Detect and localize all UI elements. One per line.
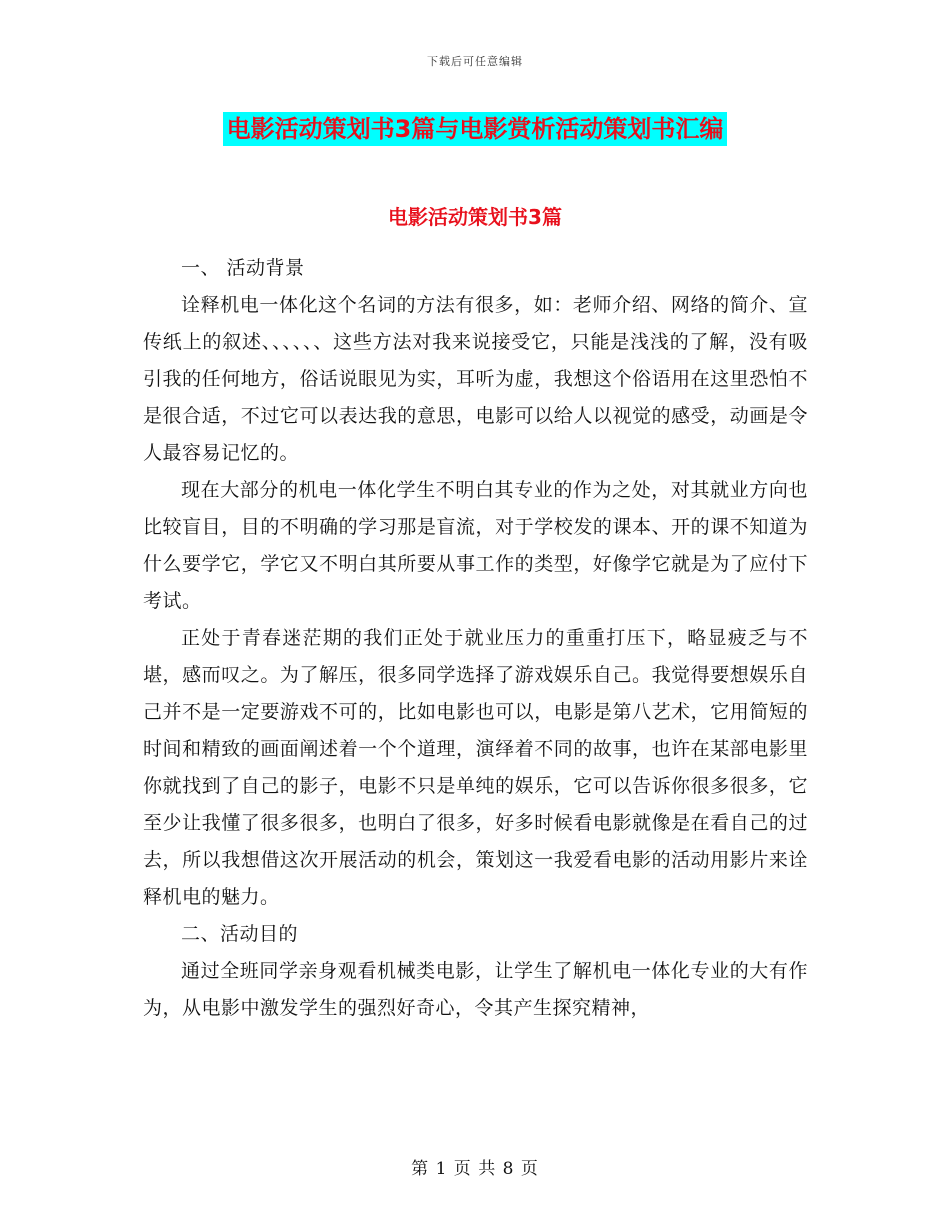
body-paragraph: 诠释机电一体化这个名词的方法有很多，如：老师介绍、网络的简介、宣传纸上的叙述、、、、、、这些方法对我来说接受它，只能是浅浅的了解，没有吸引我的任何地方，俗话说眼见为实，耳听为虚，我想这个俗语用在这里恐怕不是很合适，不过它可以表达我的意思，电影可以给人以视觉的感受，动画是令人最容易记忆的。 <box>143 294 808 464</box>
section-heading-purpose: 二、活动目的 <box>181 923 299 945</box>
body-paragraph: 通过全班同学亲身观看机械类电影，让学生了解机电一体化专业的大有作为，从电影中激发学生的强烈好奇心，令其产生探究精神， <box>143 960 808 1019</box>
section-heading-background: 一、 活动背景 <box>181 257 305 279</box>
sub-title: 电影活动策划书3篇 <box>388 205 562 229</box>
main-title: 电影活动策划书3篇与电影赏析活动策划书汇编 <box>223 112 728 146</box>
body-paragraph: 正处于青春迷茫期的我们正处于就业压力的重重打压下，略显疲乏与不堪，感而叹之。为了解压，很多同学选择了游戏娱乐自己。我觉得要想娱乐自己并不是一定要游戏不可的，比如电影也可以，电影是第八艺术，它用简短的时间和精致的画面阐述着一个个道理，演绎着不同的故事，也许在某部电影里你就找到了自己的影子，电影不只是单纯的娱乐，它可以告诉你很多很多，它至少让我懂了很多很多，也明白了很多，好多时候看电影就像是在看自己的过去，所以我想借这次开展活动的机会，策划这一我爱看电影的活动用影片来诠释机电的魅力。 <box>143 627 808 908</box>
body-paragraph: 现在大部分的机电一体化学生不明白其专业的作为之处，对其就业方向也比较盲目，目的不明确的学习那是盲流，对于学校发的课本、开的课不知道为什么要学它，学它又不明白其所要从事工作的类型，好像学它就是为了应付下考试。 <box>143 479 808 612</box>
page-footer: 第 1 页 共 8 页 <box>411 1159 539 1179</box>
document-body <box>143 250 808 1027</box>
main-title-container <box>0 112 950 146</box>
page-header-note: 下载后可任意编辑 <box>427 55 523 68</box>
